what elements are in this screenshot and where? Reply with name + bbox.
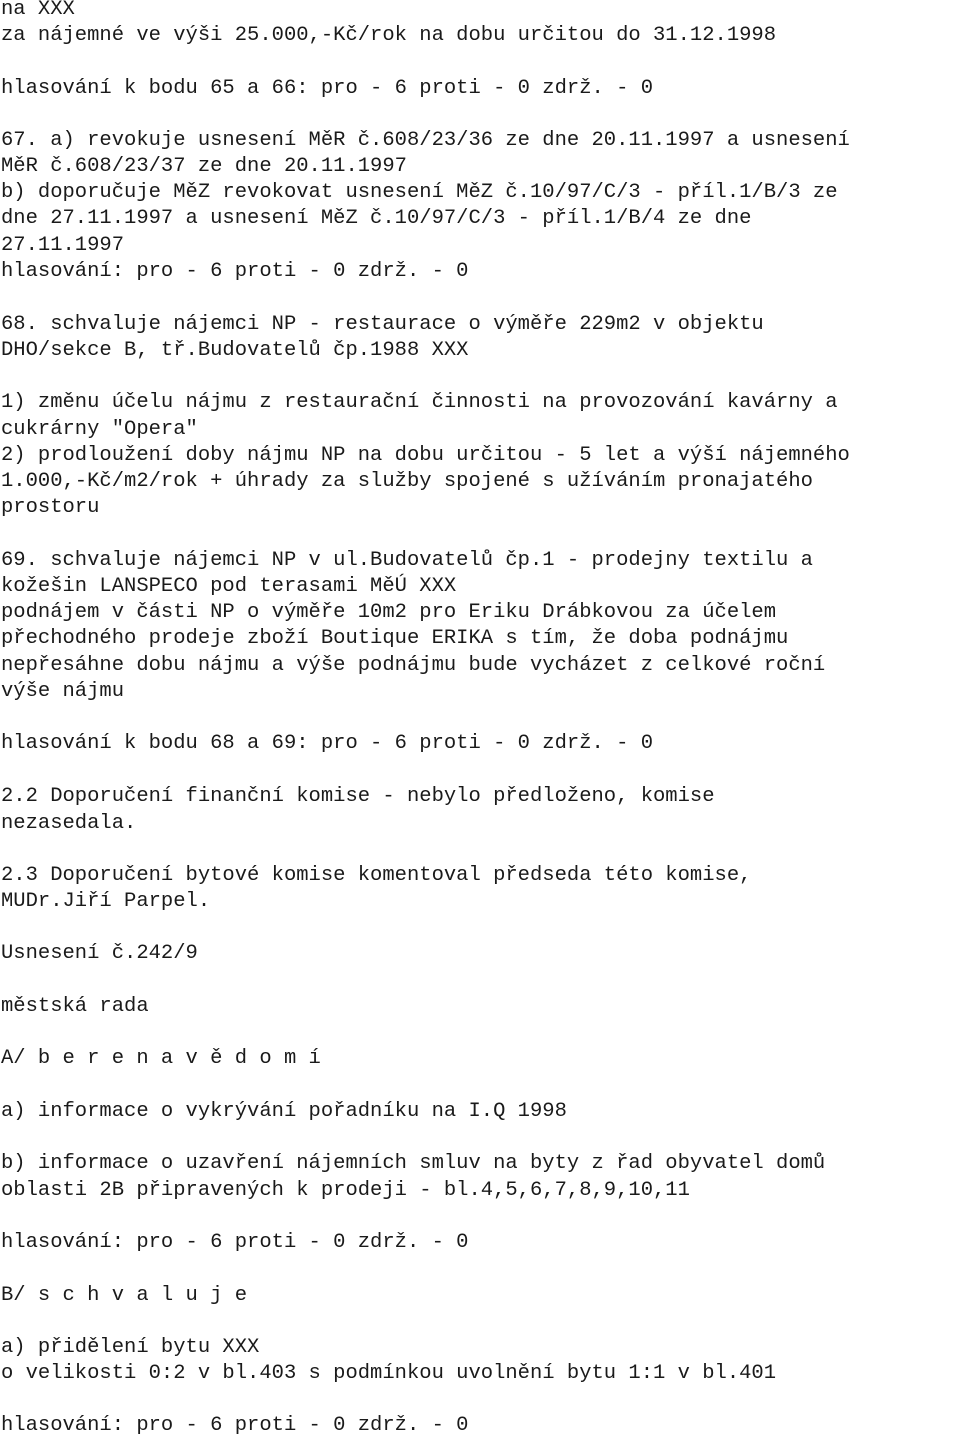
text-line: přechodného prodeje zboží Boutique ERIKA s tím, že doba podnájmu: [1, 627, 789, 650]
text-line: MěR č.608/23/37 ze dne 20.11.1997: [1, 155, 407, 178]
text-line: nepřesáhne dobu nájmu a výše podnájmu bude vycházet z celkové roční: [1, 654, 826, 677]
text-line: za nájemné ve výši 25.000,-Kč/rok na dobu určitou do 31.12.1998: [1, 24, 777, 47]
text-line: 2) prodloužení doby nájmu NP na dobu určitou - 5 let a výší nájemného: [1, 444, 850, 467]
text-line: B/ s c h v a l u j e: [1, 1284, 248, 1307]
text-line: na XXX: [1, 0, 75, 21]
text-line: a) přidělení bytu XXX: [1, 1336, 260, 1359]
text-line: a) informace o vykrývání pořadníku na I.Q 1998: [1, 1100, 567, 1123]
text-line: Usnesení č.242/9: [1, 942, 198, 965]
text-line: o velikosti 0:2 v bl.403 s podmínkou uvolnění bytu 1:1 v bl.401: [1, 1362, 777, 1385]
text-line: MUDr.Jiří Parpel.: [1, 890, 211, 913]
text-line: 1.000,-Kč/m2/rok + úhrady za služby spojené s užíváním pronajatého: [1, 470, 813, 493]
text-line: výše nájmu: [1, 680, 125, 703]
text-line: prostoru: [1, 496, 100, 519]
text-line: 1) změnu účelu nájmu z restaurační činnosti na provozování kavárny a: [1, 391, 838, 414]
text-line: b) informace o uzavření nájemních smluv na byty z řad obyvatel domů: [1, 1152, 826, 1175]
text-line: oblasti 2B připravených k prodeji - bl.4,5,6,7,8,9,10,11: [1, 1179, 690, 1202]
text-line: DHO/sekce B, tř.Budovatelů čp.1988 XXX: [1, 339, 469, 362]
text-line: 67. a) revokuje usnesení MěR č.608/23/36 ze dne 20.11.1997 a usnesení: [1, 129, 850, 152]
text-line: hlasování: pro - 6 proti - 0 zdrž. - 0: [1, 260, 469, 283]
text-line: městská rada: [1, 995, 149, 1018]
text-line: hlasování: pro - 6 proti - 0 zdrž. - 0: [1, 1414, 469, 1437]
text-line: podnájem v části NP o výměře 10m2 pro Eriku Drábkovou za účelem: [1, 601, 777, 624]
text-line: 2.2 Doporučení finanční komise - nebylo předloženo, komise: [1, 785, 715, 808]
text-line: A/ b e r e n a v ě d o m í: [1, 1047, 321, 1070]
text-line: hlasování k bodu 68 a 69: pro - 6 proti - 0 zdrž. - 0: [1, 732, 654, 755]
text-line: b) doporučuje MěZ revokovat usnesení MěZ č.10/97/C/3 - příl.1/B/3 ze: [1, 181, 838, 204]
text-line: 69. schvaluje nájemci NP v ul.Budovatelů čp.1 - prodejny textilu a: [1, 549, 813, 572]
text-line: 27.11.1997: [1, 234, 125, 257]
text-line: cukrárny "Opera": [1, 418, 198, 441]
text-line: hlasování: pro - 6 proti - 0 zdrž. - 0: [1, 1231, 469, 1254]
text-line: 2.3 Doporučení bytové komise komentoval předseda této komise,: [1, 864, 752, 887]
text-line: 68. schvaluje nájemci NP - restaurace o výměře 229m2 v objektu: [1, 313, 764, 336]
text-line: nezasedala.: [1, 812, 137, 835]
text-line: kožešin LANSPECO pod terasami MěÚ XXX: [1, 575, 457, 598]
text-line: dne 27.11.1997 a usnesení MěZ č.10/97/C/3 - příl.1/B/4 ze dne: [1, 207, 752, 230]
text-line: hlasování k bodu 65 a 66: pro - 6 proti - 0 zdrž. - 0: [1, 77, 654, 100]
